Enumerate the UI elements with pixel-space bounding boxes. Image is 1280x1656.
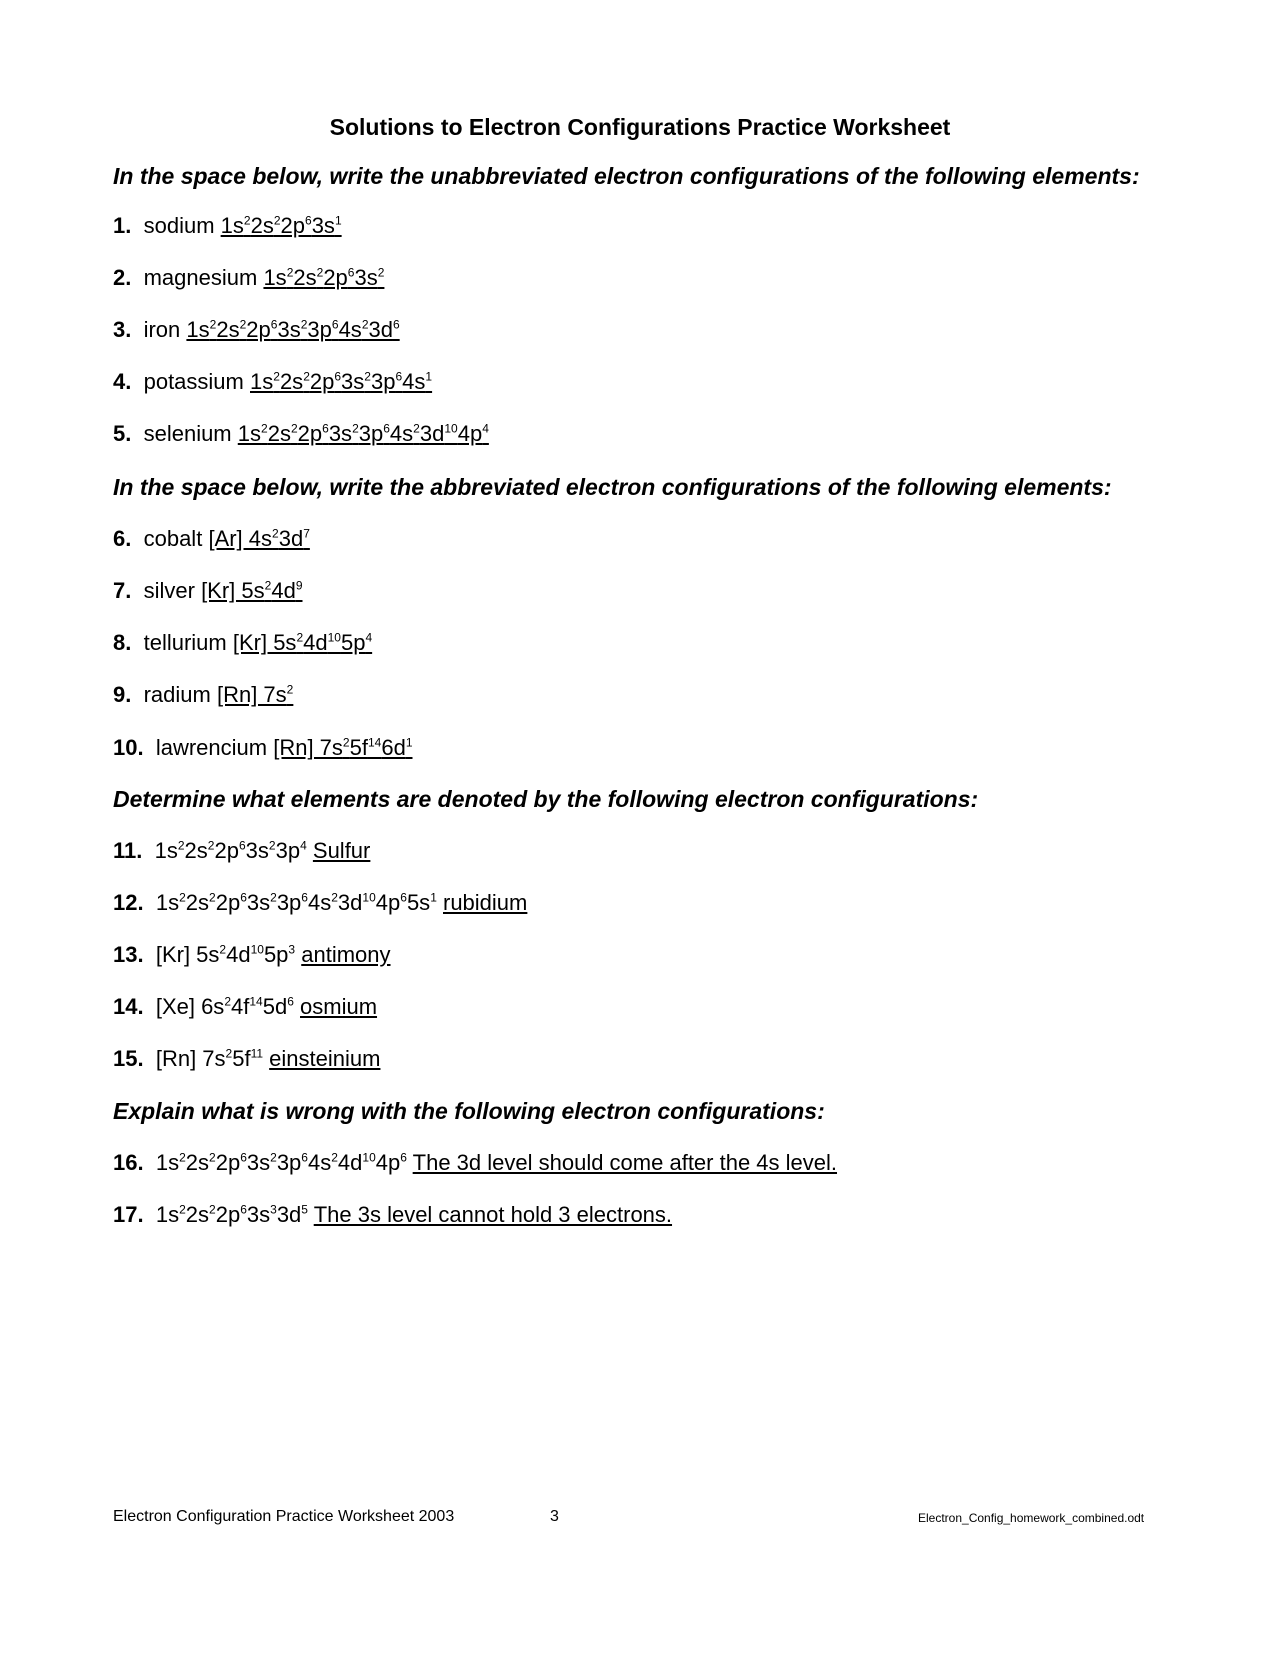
electron-count: 2: [296, 630, 304, 645]
orbital: 2p: [215, 1150, 241, 1175]
electron-count: 6: [400, 1150, 407, 1165]
electron-count: 6: [392, 317, 400, 332]
question-item: [113, 1202, 672, 1228]
electron-count: 2: [377, 265, 385, 280]
element-name: potassium: [143, 369, 244, 394]
element-name: tellurium: [143, 630, 227, 655]
electron-count: 1: [430, 890, 437, 905]
orbital: 2s: [293, 265, 317, 290]
electron-count: 2: [290, 421, 298, 436]
orbital: 5f: [232, 1046, 251, 1071]
question-number: 4.: [113, 369, 132, 394]
electron-configuration: [201, 578, 302, 603]
electron-count: 4: [365, 630, 373, 645]
element-name: cobalt: [143, 526, 203, 551]
electron-count: 2: [316, 265, 324, 280]
electron-count: 7: [303, 526, 310, 541]
electron-count: 14: [249, 994, 263, 1009]
question-item: [113, 838, 370, 864]
orbital: 4s: [307, 890, 332, 915]
electron-count: 6: [334, 369, 342, 384]
electron-count: 6: [383, 421, 390, 436]
electron-count: 2: [209, 890, 216, 905]
electron-count: 2: [273, 213, 281, 228]
orbital: 2p: [246, 317, 271, 342]
answer: osmium: [300, 994, 378, 1019]
electron-configuration: [156, 1150, 407, 1175]
orbital: 1s: [250, 369, 274, 394]
orbital: 1s: [220, 213, 244, 238]
section-heading-explain: Explain what is wrong with the following electron configurations:: [113, 1098, 825, 1124]
section-heading-unabbreviated: In the space below, write the unabbreviated electron configurations of the following elements:: [113, 163, 1140, 189]
electron-count: 2: [273, 369, 280, 384]
electron-count: 2: [179, 1202, 186, 1217]
element-name: selenium: [143, 421, 232, 446]
orbital: 3d: [276, 1202, 302, 1227]
orbital: 4s: [307, 1150, 332, 1175]
electron-count: 2: [361, 317, 369, 332]
orbital: 3d: [419, 421, 445, 446]
electron-count: 6: [347, 265, 355, 280]
orbital: 3d: [278, 526, 304, 551]
orbital: 3s: [245, 838, 269, 863]
question-number: 5.: [113, 421, 132, 446]
orbital: 3s: [328, 421, 353, 446]
orbital: 5s: [406, 890, 431, 915]
question-item: [113, 369, 432, 395]
question-number: 8.: [113, 630, 132, 655]
question-number: 3.: [113, 317, 132, 342]
electron-count: 2: [207, 838, 215, 853]
orbital: 3s: [277, 317, 301, 342]
electron-count: 6: [305, 213, 312, 228]
orbital: 3s: [246, 890, 271, 915]
electron-count: 2: [239, 317, 247, 332]
question-number: 17.: [113, 1202, 144, 1227]
question-number: 9.: [113, 682, 132, 707]
orbital: 4d: [303, 630, 328, 655]
orbital: 5p: [340, 630, 366, 655]
orbital: 4p: [375, 890, 401, 915]
question-number: 16.: [113, 1150, 144, 1175]
electron-count: 2: [177, 838, 185, 853]
electron-count: 4: [482, 421, 489, 436]
electron-count: 2: [219, 942, 227, 957]
electron-count: 6: [400, 890, 407, 905]
orbital: 4p: [375, 1150, 401, 1175]
question-item: [113, 942, 391, 968]
electron-count: 10: [250, 942, 264, 957]
electron-count: 2: [179, 890, 186, 905]
orbital: 3s: [246, 1150, 271, 1175]
orbital: [Kr] 5s: [155, 942, 220, 967]
orbital: 5p: [263, 942, 289, 967]
electron-count: 2: [303, 369, 310, 384]
orbital: 2s: [184, 838, 208, 863]
electron-count: 10: [362, 1150, 376, 1165]
electron-count: 6: [240, 1150, 247, 1165]
electron-configuration: [217, 682, 293, 707]
electron-count: 4: [300, 838, 307, 853]
orbital: 2p: [309, 369, 335, 394]
electron-count: 6: [287, 994, 294, 1009]
electron-count: 6: [301, 890, 308, 905]
electron-configuration: [221, 213, 342, 238]
orbital: 3p: [276, 890, 302, 915]
electron-count: 6: [240, 890, 247, 905]
orbital: 2p: [280, 213, 305, 238]
question-item: [113, 735, 413, 761]
question-item: [113, 1046, 380, 1072]
orbital: 3p: [275, 838, 301, 863]
electron-count: 9: [295, 578, 303, 593]
orbital: 2s: [185, 890, 210, 915]
orbital: 3p: [307, 317, 332, 342]
orbital: 2s: [279, 369, 304, 394]
orbital: 3s: [341, 369, 365, 394]
orbital: 2p: [215, 1202, 241, 1227]
orbital: 3s: [354, 265, 378, 290]
orbital: 3p: [358, 421, 384, 446]
orbital: 4d: [271, 578, 296, 603]
question-item: [113, 421, 489, 447]
electron-count: 2: [331, 890, 338, 905]
orbital: 5d: [262, 994, 288, 1019]
electron-count: 2: [224, 994, 231, 1009]
electron-count: 2: [209, 1202, 216, 1217]
page-title: Solutions to Electron Configurations Practice Worksheet: [329, 114, 951, 140]
question-item: [113, 890, 527, 916]
orbital: 1s: [237, 421, 262, 446]
electron-count: 2: [364, 369, 371, 384]
question-number: 13.: [113, 942, 144, 967]
orbital: 4d: [337, 1150, 363, 1175]
answer: rubidium: [443, 890, 528, 915]
question-item: [113, 526, 310, 552]
question-item: [113, 213, 342, 239]
orbital: [Rn] 7s: [155, 1046, 226, 1071]
electron-count: 2: [243, 213, 251, 228]
orbital: [Ar] 4s: [208, 526, 273, 551]
electron-count: 2: [286, 682, 294, 697]
electron-count: 14: [367, 735, 382, 750]
answer: einsteinium: [269, 1046, 381, 1071]
electron-count: 2: [286, 265, 294, 280]
orbital: 1s: [154, 838, 178, 863]
orbital: 2s: [250, 213, 274, 238]
orbital: 2p: [323, 265, 348, 290]
question-item: [113, 994, 377, 1020]
orbital: 4s: [402, 369, 426, 394]
orbital: 4d: [226, 942, 251, 967]
electron-count: 10: [362, 890, 376, 905]
electron-configuration: [156, 994, 294, 1019]
footer-page-number: 3: [550, 1508, 559, 1525]
orbital: 2s: [185, 1150, 210, 1175]
electron-configuration: [233, 630, 372, 655]
question-item: [113, 265, 384, 291]
electron-count: 6: [331, 317, 339, 332]
electron-configuration: [156, 1202, 308, 1227]
electron-count: 2: [270, 890, 277, 905]
question-number: 2.: [113, 265, 132, 290]
electron-configuration: [250, 369, 432, 394]
orbital: 2s: [216, 317, 240, 342]
orbital: 1s: [155, 1202, 180, 1227]
question-number: 11.: [113, 838, 143, 863]
electron-count: 1: [334, 213, 342, 228]
question-number: 14.: [113, 994, 144, 1019]
electron-count: 1: [425, 369, 433, 384]
electron-count: 2: [264, 578, 272, 593]
orbital: 3d: [368, 317, 393, 342]
electron-count: 2: [413, 421, 420, 436]
orbital: 1s: [263, 265, 287, 290]
orbital: 5f: [349, 735, 368, 760]
electron-configuration: [263, 265, 384, 290]
orbital: 4s: [338, 317, 362, 342]
orbital: [Kr] 5s: [232, 630, 297, 655]
element-name: iron: [143, 317, 181, 342]
electron-count: 2: [300, 317, 308, 332]
electron-count: 6: [301, 1150, 308, 1165]
electron-configuration: [155, 838, 307, 863]
question-item: [113, 630, 372, 656]
electron-count: 2: [270, 1150, 277, 1165]
element-name: radium: [143, 682, 211, 707]
electron-count: 6: [240, 1202, 247, 1217]
electron-count: 3: [270, 1202, 277, 1217]
answer: The 3d level should come after the 4s level.: [412, 1150, 838, 1175]
electron-count: 6: [238, 838, 246, 853]
electron-count: 2: [352, 421, 359, 436]
orbital: 2p: [215, 890, 241, 915]
question-number: 10.: [113, 735, 144, 760]
orbital: 1s: [186, 317, 210, 342]
electron-count: 2: [209, 317, 217, 332]
question-number: 7.: [113, 578, 132, 603]
element-name: magnesium: [143, 265, 258, 290]
electron-count: 2: [272, 526, 279, 541]
orbital: 4s: [389, 421, 414, 446]
electron-count: 2: [331, 1150, 338, 1165]
electron-count: 6: [395, 369, 403, 384]
orbital: 2s: [267, 421, 291, 446]
orbital: 3s: [246, 1202, 271, 1227]
question-item: [113, 578, 303, 604]
answer: The 3s level cannot hold 3 electrons.: [313, 1202, 673, 1227]
orbital: [Xe] 6s: [155, 994, 225, 1019]
question-item: [113, 682, 293, 708]
question-number: 15.: [113, 1046, 144, 1071]
question-item: [113, 317, 400, 343]
orbital: [Kr] 5s: [201, 578, 265, 603]
orbital: [Rn] 7s: [216, 682, 287, 707]
electron-configuration: [208, 526, 309, 551]
electron-count: 2: [209, 1150, 216, 1165]
footer-left: Electron Configuration Practice Worksheet 2003: [113, 1508, 455, 1525]
answer: Sulfur: [312, 838, 371, 863]
element-name: lawrencium: [155, 735, 268, 760]
electron-count: 6: [322, 421, 329, 436]
orbital: 6d: [381, 735, 406, 760]
electron-configuration: [156, 942, 295, 967]
question-number: 1.: [113, 213, 132, 238]
question-number: 12.: [113, 890, 144, 915]
orbital: 1s: [155, 890, 180, 915]
orbital: 2p: [297, 421, 323, 446]
orbital: 3p: [276, 1150, 302, 1175]
electron-count: 5: [301, 1202, 308, 1217]
electron-count: 11: [250, 1046, 264, 1061]
electron-configuration: [156, 890, 437, 915]
orbital: 3p: [370, 369, 396, 394]
electron-configuration: [273, 735, 412, 760]
orbital: [Rn] 7s: [273, 735, 343, 760]
orbital: 4f: [231, 994, 250, 1019]
question-number: 6.: [113, 526, 132, 551]
element-name: sodium: [143, 213, 215, 238]
electron-configuration: [238, 421, 489, 446]
electron-count: 1: [405, 735, 413, 750]
orbital: 2p: [214, 838, 239, 863]
electron-count: 3: [288, 942, 296, 957]
electron-count: 2: [179, 1150, 186, 1165]
footer-filename: Electron_Config_homework_combined.odt: [918, 1511, 1145, 1525]
orbital: 1s: [155, 1150, 180, 1175]
section-heading-identify: Determine what elements are denoted by the following electron configurations:: [113, 786, 979, 812]
orbital: 3d: [337, 890, 363, 915]
orbital: 4p: [457, 421, 483, 446]
electron-count: 2: [342, 735, 350, 750]
orbital: 3s: [311, 213, 335, 238]
electron-count: 2: [268, 838, 276, 853]
orbital: 2s: [185, 1202, 210, 1227]
electron-configuration: [156, 1046, 263, 1071]
electron-count: 2: [225, 1046, 233, 1061]
element-name: silver: [143, 578, 195, 603]
answer: antimony: [301, 942, 391, 967]
electron-configuration: [186, 317, 399, 342]
electron-count: 2: [261, 421, 268, 436]
question-item: [113, 1150, 837, 1176]
section-heading-abbreviated: In the space below, write the abbreviated electron configurations of the following elements:: [113, 474, 1112, 500]
electron-count: 10: [444, 421, 458, 436]
electron-count: 10: [327, 630, 341, 645]
electron-count: 6: [270, 317, 278, 332]
